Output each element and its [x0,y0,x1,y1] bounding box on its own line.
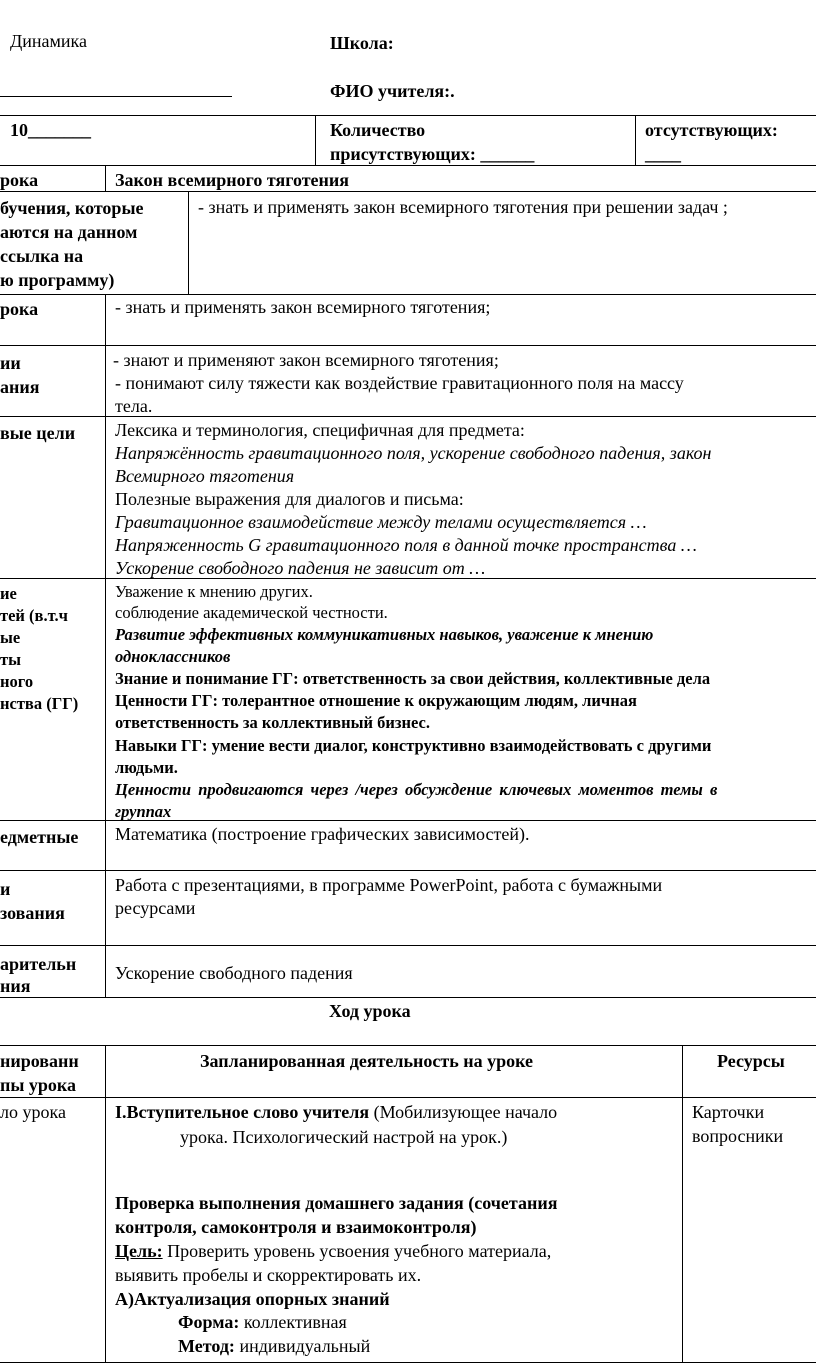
lang-line: Полезные выражения для диалогов и письма: [115,489,464,509]
goal-text: Проверить уровень усвоения учебного материала, [162,1241,552,1261]
resource-item: Карточки [692,1102,765,1122]
divider [0,1097,816,1098]
method-value: индивидуальный [234,1336,371,1356]
lang-line: Гравитационное взаимодействие между телами осуществляется … [115,512,647,532]
actualization: А)Актуализация опорных знаний [115,1289,390,1309]
grade-text: 10_______ [10,120,91,140]
ict-label: зования [0,903,65,923]
homework-check: Проверка выполнения домашнего задания (сочетания [115,1193,558,1213]
divider [0,1362,816,1363]
course-title: Ход урока [329,1001,411,1021]
goals-label: ссылка на [0,246,84,266]
language-goals-label: вые цели [0,423,76,443]
divider [682,1045,683,1362]
prior-value: Ускорение свободного падения [115,963,353,983]
intro-rest: (Мобилизующее начало [369,1102,558,1122]
intro-line [115,1101,557,1123]
school-label: Школа: [330,33,394,53]
method-label: Метод: [178,1336,235,1356]
values-label: ие [0,584,17,603]
homework-check-2: контроля, самоконтроля и взаимоконтроля) [115,1217,477,1237]
values-label: ые [0,628,21,647]
goals-label: бучения, которые [0,198,144,218]
form-line [178,1311,347,1333]
values-line: Развитие эффективных коммуникативных навыков, уважение к мнению [115,625,654,644]
resource-item: вопросники [692,1126,784,1146]
lang-line: Напряженность G гравитационного поля в данной точке пространства … [115,535,697,555]
criteria-value: - понимают силу тяжести как воздействие гравитационного поля на массу [115,373,684,393]
prior-label: ния [0,976,31,996]
values-line: ответственность за коллективный бизнес. [115,713,430,732]
values-line: группах [115,802,172,821]
values-line: одноклассников [115,647,231,666]
goal-line [115,1240,551,1262]
divider [0,294,816,295]
present-label: Количество [330,120,426,140]
values-line: людьми. [115,758,178,777]
form-label: Форма: [178,1312,240,1332]
stage-header: нированн [0,1051,79,1071]
activity-header: Запланированная деятельность на уроке [200,1051,534,1071]
divider [0,191,816,192]
values-line: Ценности ГГ: толерантное отношение к окружающим людям, личная [115,691,637,710]
absent-label-2: ____ [645,144,681,164]
prior-label: арительн [0,954,77,974]
values-label: нства (ГГ) [0,694,79,713]
lang-line: Напряжённость гравитационного поля, ускорение свободного падения, закон [115,443,712,463]
topic-label: рока [0,170,39,190]
criteria-label: ания [0,377,40,397]
criteria-label: ии [0,353,21,373]
goals-label: ю программу) [0,270,115,290]
values-line: Уважение к мнению других. [115,582,313,601]
goals-label: аются на данном [0,222,138,242]
values-line: соблюдение академической честности. [115,603,388,622]
values-line: Знание и понимание ГГ: ответственность за свои действия, коллективные дела [115,669,711,688]
goal-line-2: выявить пробелы и скорректировать их. [115,1265,422,1285]
lesson-goals-label: рока [0,299,39,319]
divider [105,1045,106,1362]
divider [0,945,816,946]
values-label: ты [0,650,21,669]
lang-line: Ускорение свободного падения не зависит от … [115,558,486,578]
subject-text: Динамика [10,31,88,51]
intro-line-2: урока. Психологический настрой на урок.) [180,1127,508,1147]
divider [0,1045,816,1046]
method-line [178,1335,370,1357]
lang-line: Всемирного тяготения [115,466,295,486]
form-value: коллективная [239,1312,347,1332]
lesson-goals-value: - знать и применять закон всемирного тяготения; [115,297,491,317]
divider [188,191,189,294]
divider [635,115,636,165]
topic-value: Закон всемирного тяготения [115,170,350,190]
goal-label: Цель: [115,1241,163,1261]
cross-subject-label: едметные [0,827,79,847]
divider [105,294,106,997]
teacher-label: ФИО учителя:. [330,81,455,101]
lang-line: Лексика и терминология, специфичная для предмета: [115,420,525,440]
present-label-2: присутствующих: ______ [330,144,535,164]
values-line: Навыки ГГ: умение вести диалог, конструктивно взаимодействовать с другими [115,736,712,755]
values-label: ного [0,672,34,691]
divider [0,165,816,166]
stage-header: пы урока [0,1075,77,1095]
stage-cell: ло урока [0,1102,66,1122]
divider [105,165,106,191]
absent-label: отсутствующих: [645,120,778,140]
values-label: тей (в.т.ч [0,606,68,625]
divider [0,115,816,116]
ict-value: ресурсами [115,898,196,918]
cross-subject-value: Математика (построение графических зависимостей). [115,824,530,844]
values-line: Ценности продвигаются через /через обсуждение ключевых моментов темы в [115,780,718,799]
criteria-value: - знают и применяют закон всемирного тяготения; [113,350,499,370]
divider [0,997,816,998]
divider [0,345,816,346]
ict-value: Работа с презентациями, в программе PowerPoint, работа с бумажными [115,875,663,895]
goals-value: - знать и применять закон всемирного тяготения при решении задач ; [198,197,728,217]
criteria-value: тела. [115,396,153,416]
divider [315,115,316,165]
header-underline [0,96,232,97]
intro-bold: I.Вступительное слово учителя [115,1102,370,1122]
divider [0,870,816,871]
resources-header: Ресурсы [717,1051,785,1071]
ict-label: и [0,879,11,899]
